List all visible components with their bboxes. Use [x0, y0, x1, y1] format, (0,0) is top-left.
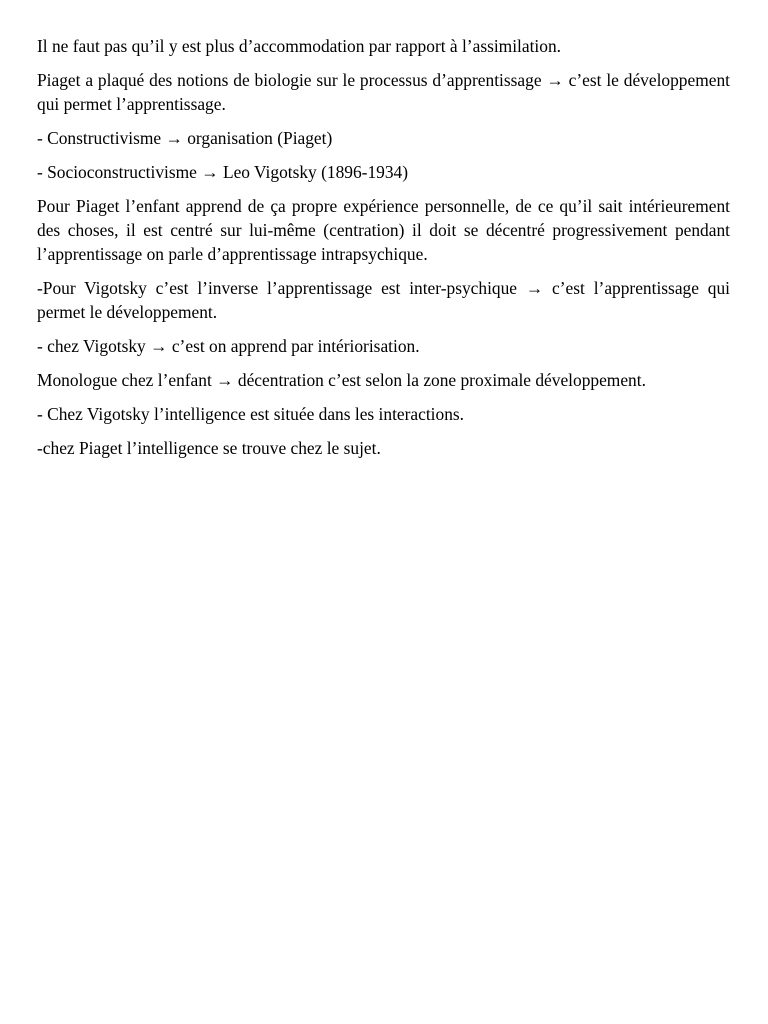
paragraph-vigotsky-intelligence: - Chez Vigotsky l’intelligence est située dans les interactions. [37, 404, 465, 424]
paragraph-socioconstructivisme: - Socioconstructivisme → Leo Vigotsky (1896-1934) [37, 162, 409, 182]
paragraph-piaget-enfant: Pour Piaget l’enfant apprend de ça propre expérience personnelle, de ce qu’il sait intérieurement des choses, il est centré sur lui-même (centration) il doit se décentré progressivement pendant l’apprentissage on parle d’apprentissage intrapsychique. [37, 196, 730, 264]
paragraph-constructivisme: - Constructivisme → organisation (Piaget) [37, 128, 333, 148]
paragraph-vigotsky-inverse: -Pour Vigotsky c’est l’inverse l’apprentissage est inter-psychique → c’est l’apprentissage qui permet le développement. [37, 278, 730, 322]
paragraph-piaget-intelligence: -chez Piaget l’intelligence se trouve chez le sujet. [37, 438, 381, 458]
paragraph-monologue: Monologue chez l’enfant → décentration c’est selon la zone proximale développement. [37, 370, 646, 390]
paragraph-accommodation: Il ne faut pas qu’il y est plus d’accommodation par rapport à l’assimilation. [37, 36, 561, 56]
paragraph-vigotsky-interiorisation: - chez Vigotsky → c’est on apprend par intériorisation. [37, 336, 420, 356]
document-page [37, 34, 730, 470]
paragraph-piaget-biologie: Piaget a plaqué des notions de biologie sur le processus d’apprentissage → c’est le développement qui permet l’apprentissage. [37, 70, 730, 114]
